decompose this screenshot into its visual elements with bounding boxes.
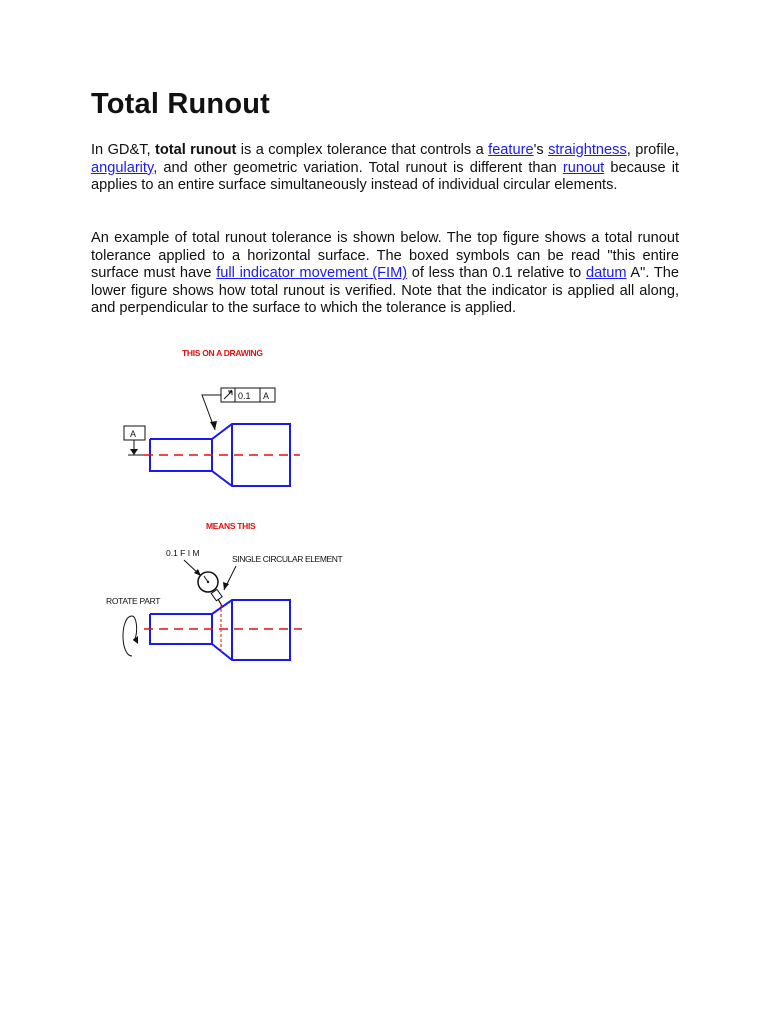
text-run: A". The lower figure shows how total runout is verified. Note that the indicator is applied all along, and perpendicular to the surface to which the tolerance is applied.: [91, 265, 679, 317]
leader-line: [202, 395, 221, 430]
text-run: of less than 0.1 relative to: [407, 265, 586, 282]
tolerance-value: 0.1: [238, 391, 251, 401]
text-run: An example of total runout tolerance is shown below. The top figure shows a total runout tolerance applied to a horizontal surface. The boxed symbols can be read "this entire surface must have: [91, 230, 679, 282]
text-run: , profile,: [626, 142, 680, 158]
part-outline-bottom: [150, 600, 290, 660]
fim-label: 0.1 F I M: [166, 548, 200, 558]
rotate-part-label: ROTATE PART: [106, 596, 161, 606]
link-fim[interactable]: full indicator movement (FIM): [216, 265, 408, 282]
intro-paragraph: [91, 142, 679, 195]
text-run: 's: [533, 142, 549, 158]
link-straightness[interactable]: straightness: [548, 142, 627, 158]
link-angularity[interactable]: angularity: [91, 159, 154, 176]
link-datum[interactable]: datum: [585, 265, 627, 282]
text-run: because it applies to an entire surface simultaneously instead of individual circular elements.: [91, 159, 679, 194]
bold-term: total runout: [154, 142, 237, 158]
feature-control-frame: [221, 388, 275, 402]
caption-top: THIS ON A DRAWING: [182, 348, 263, 358]
caption-bottom: MEANS THIS: [206, 521, 256, 531]
runout-diagram: [104, 340, 376, 668]
datum-reference: A: [263, 391, 270, 401]
dial-indicator-icon: [198, 572, 222, 606]
total-runout-symbol-icon: [224, 390, 232, 399]
page-title: Total Runout: [91, 88, 271, 120]
link-runout[interactable]: runout: [562, 159, 605, 176]
example-paragraph: [91, 230, 679, 318]
single-element-label: SINGLE CIRCULAR ELEMENT: [232, 554, 343, 564]
total-runout-figure: [104, 340, 376, 668]
text-run: is a complex tolerance that controls a: [236, 142, 489, 158]
element-arrowhead-icon: [223, 582, 229, 590]
text-run: In GD&T,: [91, 142, 155, 158]
datum-feature-symbol: [124, 426, 150, 455]
link-feature[interactable]: feature: [488, 142, 534, 158]
leader-arrowhead-icon: [210, 421, 217, 430]
text-run: , and other geometric variation. Total runout is different than: [153, 159, 563, 176]
datum-label: A: [130, 429, 137, 439]
rotate-arrow-icon: [123, 616, 138, 656]
